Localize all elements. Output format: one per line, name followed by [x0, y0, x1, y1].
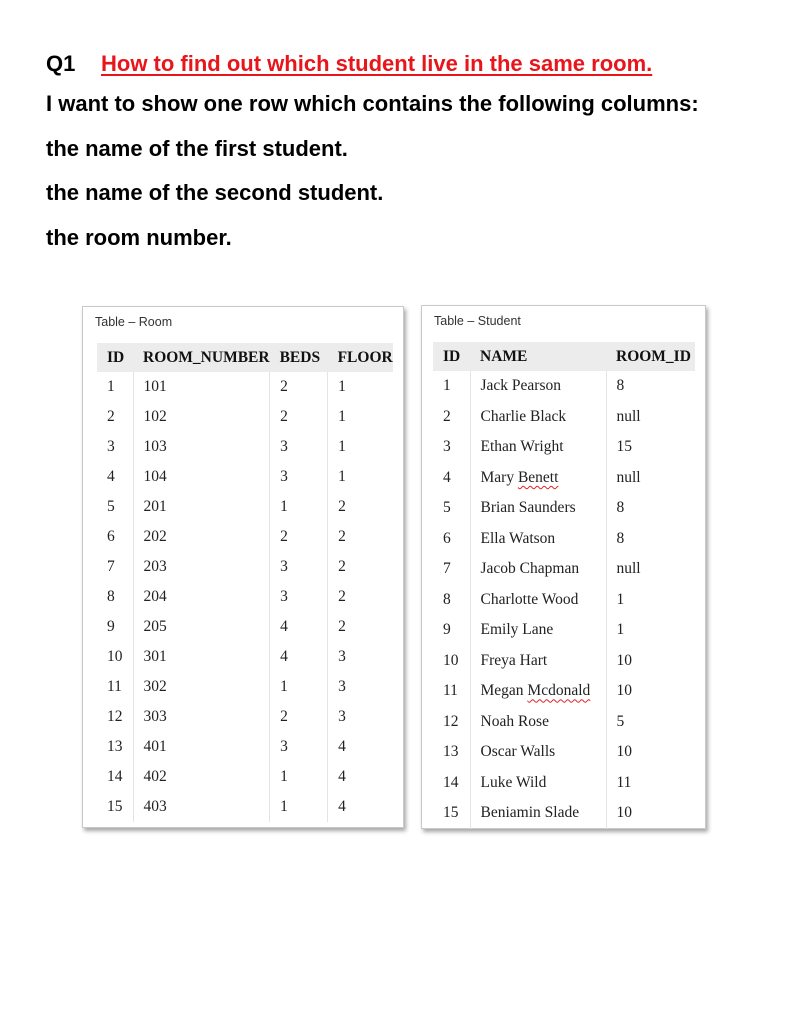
table-row — [433, 768, 695, 799]
table-row — [97, 522, 393, 552]
cell-room-id: 8 — [606, 493, 695, 524]
table-row — [433, 646, 695, 677]
table-row — [433, 432, 695, 463]
cell-room-number: 101 — [133, 372, 270, 402]
cell-room-number: 301 — [133, 642, 270, 672]
cell-id: 1 — [443, 377, 451, 395]
cell-room-id: 5 — [606, 707, 695, 738]
cell-room-id: 8 — [606, 371, 695, 402]
table-row — [97, 462, 393, 492]
cell-id: 14 — [443, 773, 459, 791]
cell-name: Charlotte Wood — [470, 585, 606, 616]
cell-floor: 1 — [328, 402, 393, 432]
cell-id: 7 — [443, 560, 451, 578]
cell-id: 5 — [443, 499, 451, 517]
cell-beds: 2 — [270, 372, 328, 402]
cell-room-id: 8 — [606, 524, 695, 555]
cell-room-number: 201 — [133, 492, 270, 522]
column-header-room-id: ROOM_ID — [606, 342, 695, 371]
cell-room-number: 403 — [133, 792, 270, 822]
cell-room-number: 302 — [133, 672, 270, 702]
cell-room-number: 104 — [133, 462, 270, 492]
cell-name: Freya Hart — [470, 646, 606, 677]
column-header-beds: BEDS — [270, 343, 328, 372]
room-table-card — [82, 306, 404, 828]
cell-room-number: 204 — [133, 582, 270, 612]
cell-floor: 1 — [328, 432, 393, 462]
student-table-card — [421, 305, 706, 829]
cell-floor: 2 — [328, 552, 393, 582]
table-row — [433, 371, 695, 402]
cell-floor: 2 — [328, 612, 393, 642]
table-row — [97, 612, 393, 642]
cell-beds: 3 — [270, 732, 328, 762]
cell-room-id: 10 — [606, 646, 695, 677]
cell-room-number: 401 — [133, 732, 270, 762]
cell-id: 4 — [107, 468, 115, 485]
room-table-caption: Table – Room — [95, 315, 173, 329]
cell-beds: 3 — [270, 582, 328, 612]
cell-name: Ella Watson — [470, 524, 606, 555]
cell-floor: 1 — [328, 462, 393, 492]
cell-id: 14 — [107, 768, 123, 785]
cell-beds: 3 — [270, 462, 328, 492]
cell-room-number: 102 — [133, 402, 270, 432]
table-row — [433, 524, 695, 555]
table-row — [433, 737, 695, 768]
column-header-id: ID — [433, 342, 470, 371]
cell-id: 1 — [107, 378, 115, 395]
cell-name: Jack Pearson — [470, 371, 606, 402]
cell-room-number: 303 — [133, 702, 270, 732]
column-header-id: ID — [97, 343, 133, 372]
cell-id: 10 — [443, 651, 459, 669]
cell-name: Noah Rose — [470, 707, 606, 738]
cell-floor: 2 — [328, 582, 393, 612]
table-row — [97, 402, 393, 432]
cell-id: 5 — [107, 498, 115, 515]
cell-floor: 3 — [328, 672, 393, 702]
cell-room-id: 15 — [606, 432, 695, 463]
student-table-header-row — [433, 342, 695, 371]
cell-beds: 4 — [270, 612, 328, 642]
question-heading — [46, 46, 766, 82]
cell-id: 13 — [107, 738, 123, 755]
cell-id: 10 — [107, 648, 123, 665]
cell-room-id: 1 — [606, 615, 695, 646]
cell-name: Charlie Black — [470, 402, 606, 433]
cell-room-id: null — [606, 402, 695, 433]
table-row — [97, 372, 393, 402]
cell-floor: 4 — [328, 762, 393, 792]
table-row — [97, 672, 393, 702]
cell-beds: 3 — [270, 432, 328, 462]
table-row — [97, 582, 393, 612]
question-line: the name of the first student. — [46, 135, 348, 161]
cell-floor: 2 — [328, 492, 393, 522]
cell-id: 4 — [443, 468, 451, 486]
table-row — [97, 792, 393, 822]
cell-name: Brian Saunders — [470, 493, 606, 524]
table-row — [97, 762, 393, 792]
cell-room-id: 10 — [606, 676, 695, 707]
table-row — [433, 798, 695, 829]
cell-room-id: null — [606, 463, 695, 494]
question-number: Q1 — [46, 51, 76, 76]
table-row — [433, 402, 695, 433]
room-table — [97, 343, 393, 822]
room-table-header-row — [97, 343, 393, 372]
cell-id: 8 — [107, 588, 115, 605]
cell-beds: 1 — [270, 762, 328, 792]
cell-id: 11 — [107, 678, 122, 695]
cell-id: 15 — [443, 804, 459, 822]
question-title: How to find out which student live in the same room. — [101, 51, 653, 76]
cell-room-number: 205 — [133, 612, 270, 642]
question-block — [46, 46, 766, 260]
cell-id: 2 — [443, 407, 451, 425]
cell-floor: 2 — [328, 522, 393, 552]
cell-id: 6 — [107, 528, 115, 545]
cell-room-number: 402 — [133, 762, 270, 792]
cell-floor: 3 — [328, 702, 393, 732]
table-row — [433, 463, 695, 494]
cell-id: 9 — [443, 621, 451, 639]
cell-floor: 3 — [328, 642, 393, 672]
cell-name: Emily Lane — [470, 615, 606, 646]
cell-name: Mary Benett — [470, 463, 606, 494]
column-header-room-number: ROOM_NUMBER — [133, 343, 270, 372]
question-line: I want to show one row which contains the following columns: — [46, 91, 699, 116]
cell-beds: 1 — [270, 672, 328, 702]
table-row — [97, 732, 393, 762]
cell-floor: 1 — [328, 372, 393, 402]
cell-room-id: 1 — [606, 585, 695, 616]
cell-beds: 4 — [270, 642, 328, 672]
student-table-caption: Table – Student — [434, 314, 521, 328]
cell-name: Luke Wild — [470, 768, 606, 799]
cell-room-id: 10 — [606, 737, 695, 768]
table-row — [433, 707, 695, 738]
cell-id: 11 — [443, 682, 458, 700]
cell-id: 7 — [107, 558, 115, 575]
cell-room-id: 10 — [606, 798, 695, 829]
table-row — [97, 432, 393, 462]
cell-id: 12 — [107, 708, 123, 725]
cell-room-number: 202 — [133, 522, 270, 552]
student-table — [433, 342, 695, 829]
table-row — [433, 615, 695, 646]
table-row — [97, 492, 393, 522]
cell-room-number: 103 — [133, 432, 270, 462]
cell-room-number: 203 — [133, 552, 270, 582]
cell-room-id: null — [606, 554, 695, 585]
table-row — [433, 493, 695, 524]
cell-name: Oscar Walls — [470, 737, 606, 768]
cell-floor: 4 — [328, 732, 393, 762]
table-row — [433, 585, 695, 616]
cell-id: 3 — [443, 438, 451, 456]
cell-beds: 2 — [270, 402, 328, 432]
cell-id: 3 — [107, 438, 115, 455]
cell-name: Jacob Chapman — [470, 554, 606, 585]
cell-id: 8 — [443, 590, 451, 608]
column-header-name: NAME — [470, 342, 606, 371]
cell-id: 6 — [443, 529, 451, 547]
table-row — [97, 552, 393, 582]
cell-name: Beniamin Slade — [470, 798, 606, 829]
cell-beds: 3 — [270, 552, 328, 582]
cell-beds: 1 — [270, 492, 328, 522]
question-line: the name of the second student. — [46, 180, 384, 205]
cell-id: 9 — [107, 618, 115, 635]
column-header-floor: FLOOR — [328, 343, 393, 372]
table-row — [433, 676, 695, 707]
cell-room-id: 11 — [606, 768, 695, 799]
cell-name: Megan Mcdonald — [470, 676, 606, 707]
cell-beds: 2 — [270, 522, 328, 552]
table-row — [97, 702, 393, 732]
cell-beds: 1 — [270, 792, 328, 822]
table-row — [433, 554, 695, 585]
cell-floor: 4 — [328, 792, 393, 822]
table-row — [97, 642, 393, 672]
question-line: the room number. — [46, 224, 232, 250]
cell-id: 2 — [107, 408, 115, 425]
cell-beds: 2 — [270, 702, 328, 732]
cell-name: Ethan Wright — [470, 432, 606, 463]
cell-id: 15 — [107, 798, 123, 815]
cell-id: 12 — [443, 712, 459, 730]
cell-id: 13 — [443, 743, 459, 761]
